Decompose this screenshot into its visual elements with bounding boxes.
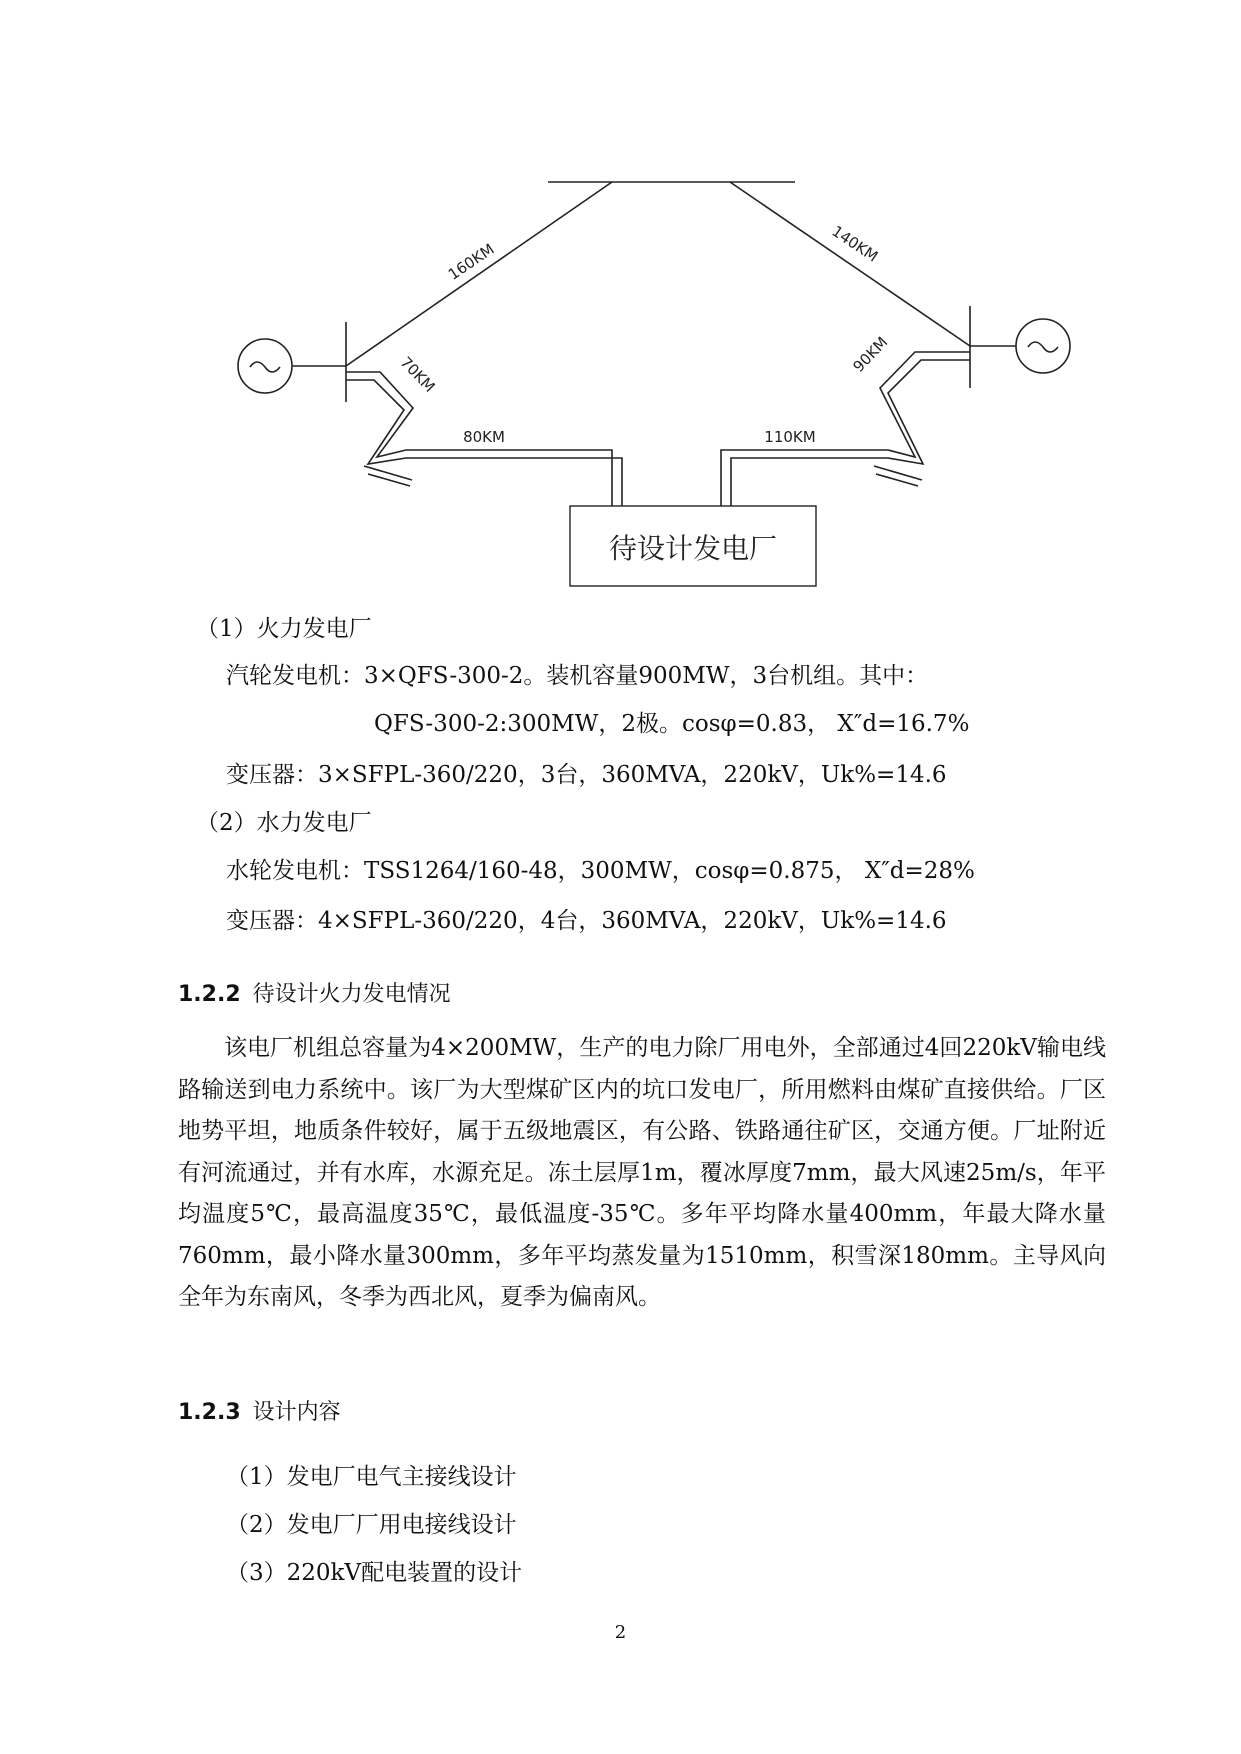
label-70km: 70KM [396, 353, 439, 396]
design-item-1: （1）发电厂电气主接线设计 [226, 1464, 517, 1490]
line-140km [730, 182, 970, 346]
double-line-right [721, 352, 970, 506]
label-140km: 140KM [828, 222, 882, 266]
hydro-generator-line: 水轮发电机：TSS1264/160-48，300MW，cosφ=0.875， X″d=28% [226, 858, 975, 884]
thermal-plant-title: （1）火力发电厂 [196, 616, 372, 642]
section-122-heading [178, 980, 451, 1010]
design-item-2: （2）发电厂厂用电接线设计 [226, 1512, 517, 1538]
label-160km: 160KM [444, 240, 498, 284]
section-122-paragraph: 该电厂机组总容量为4×200MW，生产的电力除厂用电外，全部通过4回220kV输电线路输送到电力系统中。该厂为大型煤矿区内的坑口发电厂，所用燃料由煤矿直接供给。厂区地势平坦，地质条件较好，属于五级地震区，有公路、铁路通往矿区，交通方便。厂址附近有河流通过，并有水库，水源充足。冻土层厚1m，覆冰厚度7mm，最大风速25m/s，年平均温度5℃，最高温度35℃，最低温度-35℃。多年平均降水量400mm，年最大降水量760mm，最小降水量300mm，多年平均蒸发量为1510mm，积雪深180mm。主导风向全年为东南风，冬季为西北风，夏季为偏南风。 [178, 1035, 1106, 1310]
section-123-heading [178, 1398, 341, 1428]
page-number: 2 [614, 1622, 627, 1643]
thermal-transformer-line: 变压器：3×SFPL-360/220，3台，360MVA，220kV，Uk%=14.6 [226, 762, 947, 788]
hydro-transformer-line: 变压器：4×SFPL-360/220，4台，360MVA，220kV，Uk%=14.6 [226, 908, 947, 934]
line-160km [346, 182, 612, 366]
section-122-number: 1.2.2 [178, 982, 241, 1007]
ground-ticks [364, 466, 922, 486]
label-90km: 90KM [849, 333, 892, 376]
thermal-generator-detail: QFS-300-2:300MW，2极。cosφ=0.83， X″d=16.7% [374, 711, 970, 737]
section-122-title: 待设计火力发电情况 [252, 982, 451, 1007]
label-110km: 110KM [764, 428, 816, 446]
power-system-diagram [0, 0, 1241, 620]
plant-box-label: 待设计发电厂 [608, 532, 778, 565]
section-123-number: 1.2.3 [178, 1400, 241, 1425]
design-item-3: （3）220kV配电装置的设计 [226, 1560, 523, 1586]
label-80km: 80KM [463, 428, 505, 446]
section-123-title: 设计内容 [252, 1400, 341, 1425]
hydro-plant-title: （2）水力发电厂 [196, 810, 372, 836]
thermal-generator-line: 汽轮发电机：3×QFS-300-2。装机容量900MW，3台机组。其中： [226, 663, 929, 689]
left-generator-sine [250, 362, 280, 372]
right-generator-sine [1028, 342, 1058, 352]
